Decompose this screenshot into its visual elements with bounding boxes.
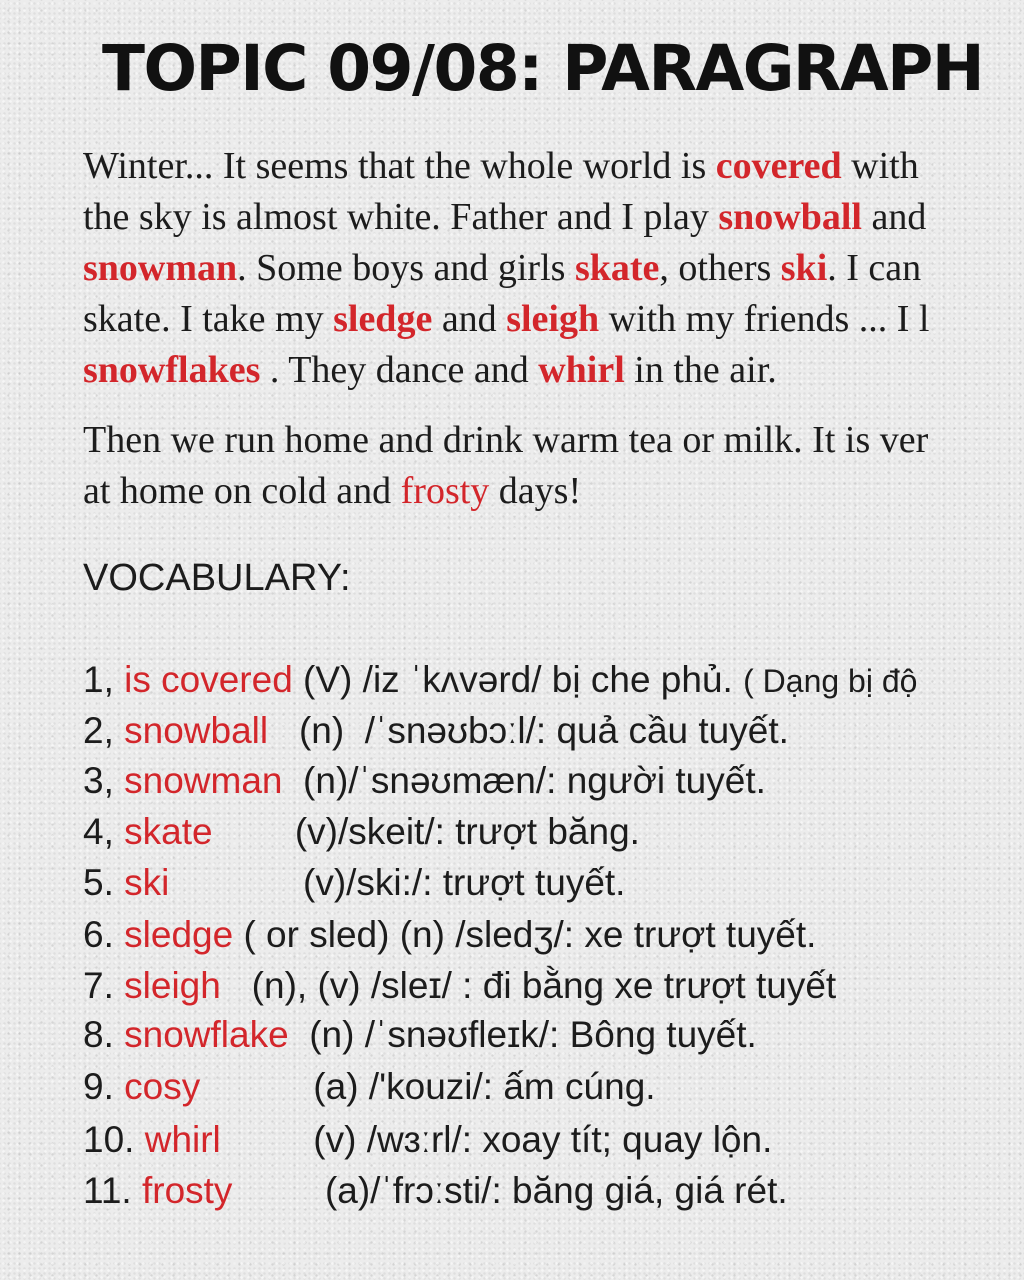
paragraph-text: days! <box>489 470 582 512</box>
keyword-snowflakes: snowflakes <box>83 349 261 391</box>
vocab-item <box>83 706 789 756</box>
paragraph-text: Then we run home and drink warm tea or milk. It is ver <box>83 419 929 461</box>
paragraph-text: with <box>841 145 919 187</box>
vocab-definition: (n) /ˈsnəʊfleɪk/: Bông tuyết. <box>288 1014 757 1055</box>
vocab-definition: (a)/ˈfrɔːsti/: băng giá, giá rét. <box>232 1170 788 1211</box>
vocab-note: ( Dạng bị độ <box>743 663 918 699</box>
keyword-skate: skate <box>574 247 660 289</box>
vocab-number: 2, <box>83 710 125 751</box>
paragraph-text: Winter... It seems that the whole world is <box>83 145 716 187</box>
vocab-word: is covered <box>124 659 293 700</box>
vocab-item <box>83 807 640 857</box>
vocab-item <box>83 1115 772 1165</box>
keyword-sleigh: sleigh <box>506 298 600 340</box>
keyword-whirl: whirl <box>538 349 625 391</box>
vocab-number: 9. <box>83 1066 125 1107</box>
paragraph-text: . I can <box>827 247 922 289</box>
story-paragraph-2 <box>83 415 928 517</box>
vocab-number: 4, <box>83 811 125 852</box>
vocab-item <box>83 1062 656 1112</box>
paragraph-text: at home on cold and <box>83 470 401 512</box>
story-paragraph-1 <box>83 141 929 396</box>
vocab-definition: (n)/ˈsnəʊmæn/: người tuyết. <box>282 760 766 801</box>
keyword-sledge: sledge <box>333 298 433 340</box>
vocab-number: 7. <box>83 965 125 1006</box>
vocab-word: skate <box>124 811 213 852</box>
keyword-frosty: frosty <box>400 470 490 512</box>
vocab-number: 5. <box>83 862 125 903</box>
vocab-item <box>83 910 816 960</box>
paragraph-text: . They dance and <box>260 349 539 391</box>
vocab-word: cosy <box>124 1066 201 1107</box>
paragraph-text: and <box>861 196 927 238</box>
vocab-definition: (V) /iz ˈkʌvərd/ bị che phủ. <box>292 659 744 700</box>
vocab-definition: (a) /'kouzi/: ấm cúng. <box>200 1066 656 1107</box>
vocab-word: sledge <box>124 914 234 955</box>
keyword-snowman: snowman <box>83 247 238 289</box>
keyword-covered: covered <box>715 145 842 187</box>
vocab-definition: (n), (v) /sleɪ/ : đi bằng xe trượt tuyết <box>220 965 837 1006</box>
paragraph-text: in the air. <box>624 349 777 391</box>
vocab-word: whirl <box>144 1119 221 1160</box>
keyword-snowball: snowball <box>718 196 862 238</box>
vocab-item <box>83 858 625 908</box>
vocabulary-heading: VOCABULARY: <box>83 557 351 599</box>
vocab-definition: (v)/ski:/: trượt tuyết. <box>169 862 626 903</box>
vocab-number: 11. <box>83 1170 142 1211</box>
vocab-number: 3, <box>83 760 125 801</box>
vocab-number: 6. <box>83 914 125 955</box>
keyword-ski: ski <box>780 247 828 289</box>
vocab-number: 8. <box>83 1014 125 1055</box>
paragraph-text: . Some boys and girls <box>237 247 575 289</box>
vocab-definition: (v) /wɜːrl/: xoay tít; quay lộn. <box>220 1119 773 1160</box>
paragraph-text: skate. I take my <box>83 298 334 340</box>
vocab-word: snowball <box>124 710 269 751</box>
paragraph-text: with my friends ... I l <box>599 298 930 340</box>
page-title: TOPIC 09/08: PARAGRAPH <box>102 32 984 105</box>
vocab-item <box>83 961 836 1011</box>
vocab-item <box>83 1166 788 1216</box>
vocab-item <box>83 756 766 806</box>
vocab-definition: (n) /ˈsnəʊbɔːl/: quả cầu tuyết. <box>268 710 789 751</box>
paragraph-text: and <box>432 298 507 340</box>
vocab-item <box>83 1010 757 1060</box>
vocab-word: frosty <box>141 1170 233 1211</box>
vocab-definition: (v)/skeit/: trượt băng. <box>212 811 640 852</box>
vocab-number: 10. <box>83 1119 145 1160</box>
vocab-word: sleigh <box>124 965 221 1006</box>
vocab-word: snowflake <box>124 1014 289 1055</box>
vocab-word: ski <box>124 862 170 903</box>
vocab-definition: ( or sled) (n) /sledʒ/: xe trượt tuyết. <box>233 914 817 955</box>
vocab-item <box>83 655 917 706</box>
paragraph-text: the sky is almost white. Father and I play <box>83 196 719 238</box>
vocab-number: 1, <box>83 659 125 700</box>
paragraph-text: , others <box>659 247 781 289</box>
vocab-word: snowman <box>124 760 283 801</box>
